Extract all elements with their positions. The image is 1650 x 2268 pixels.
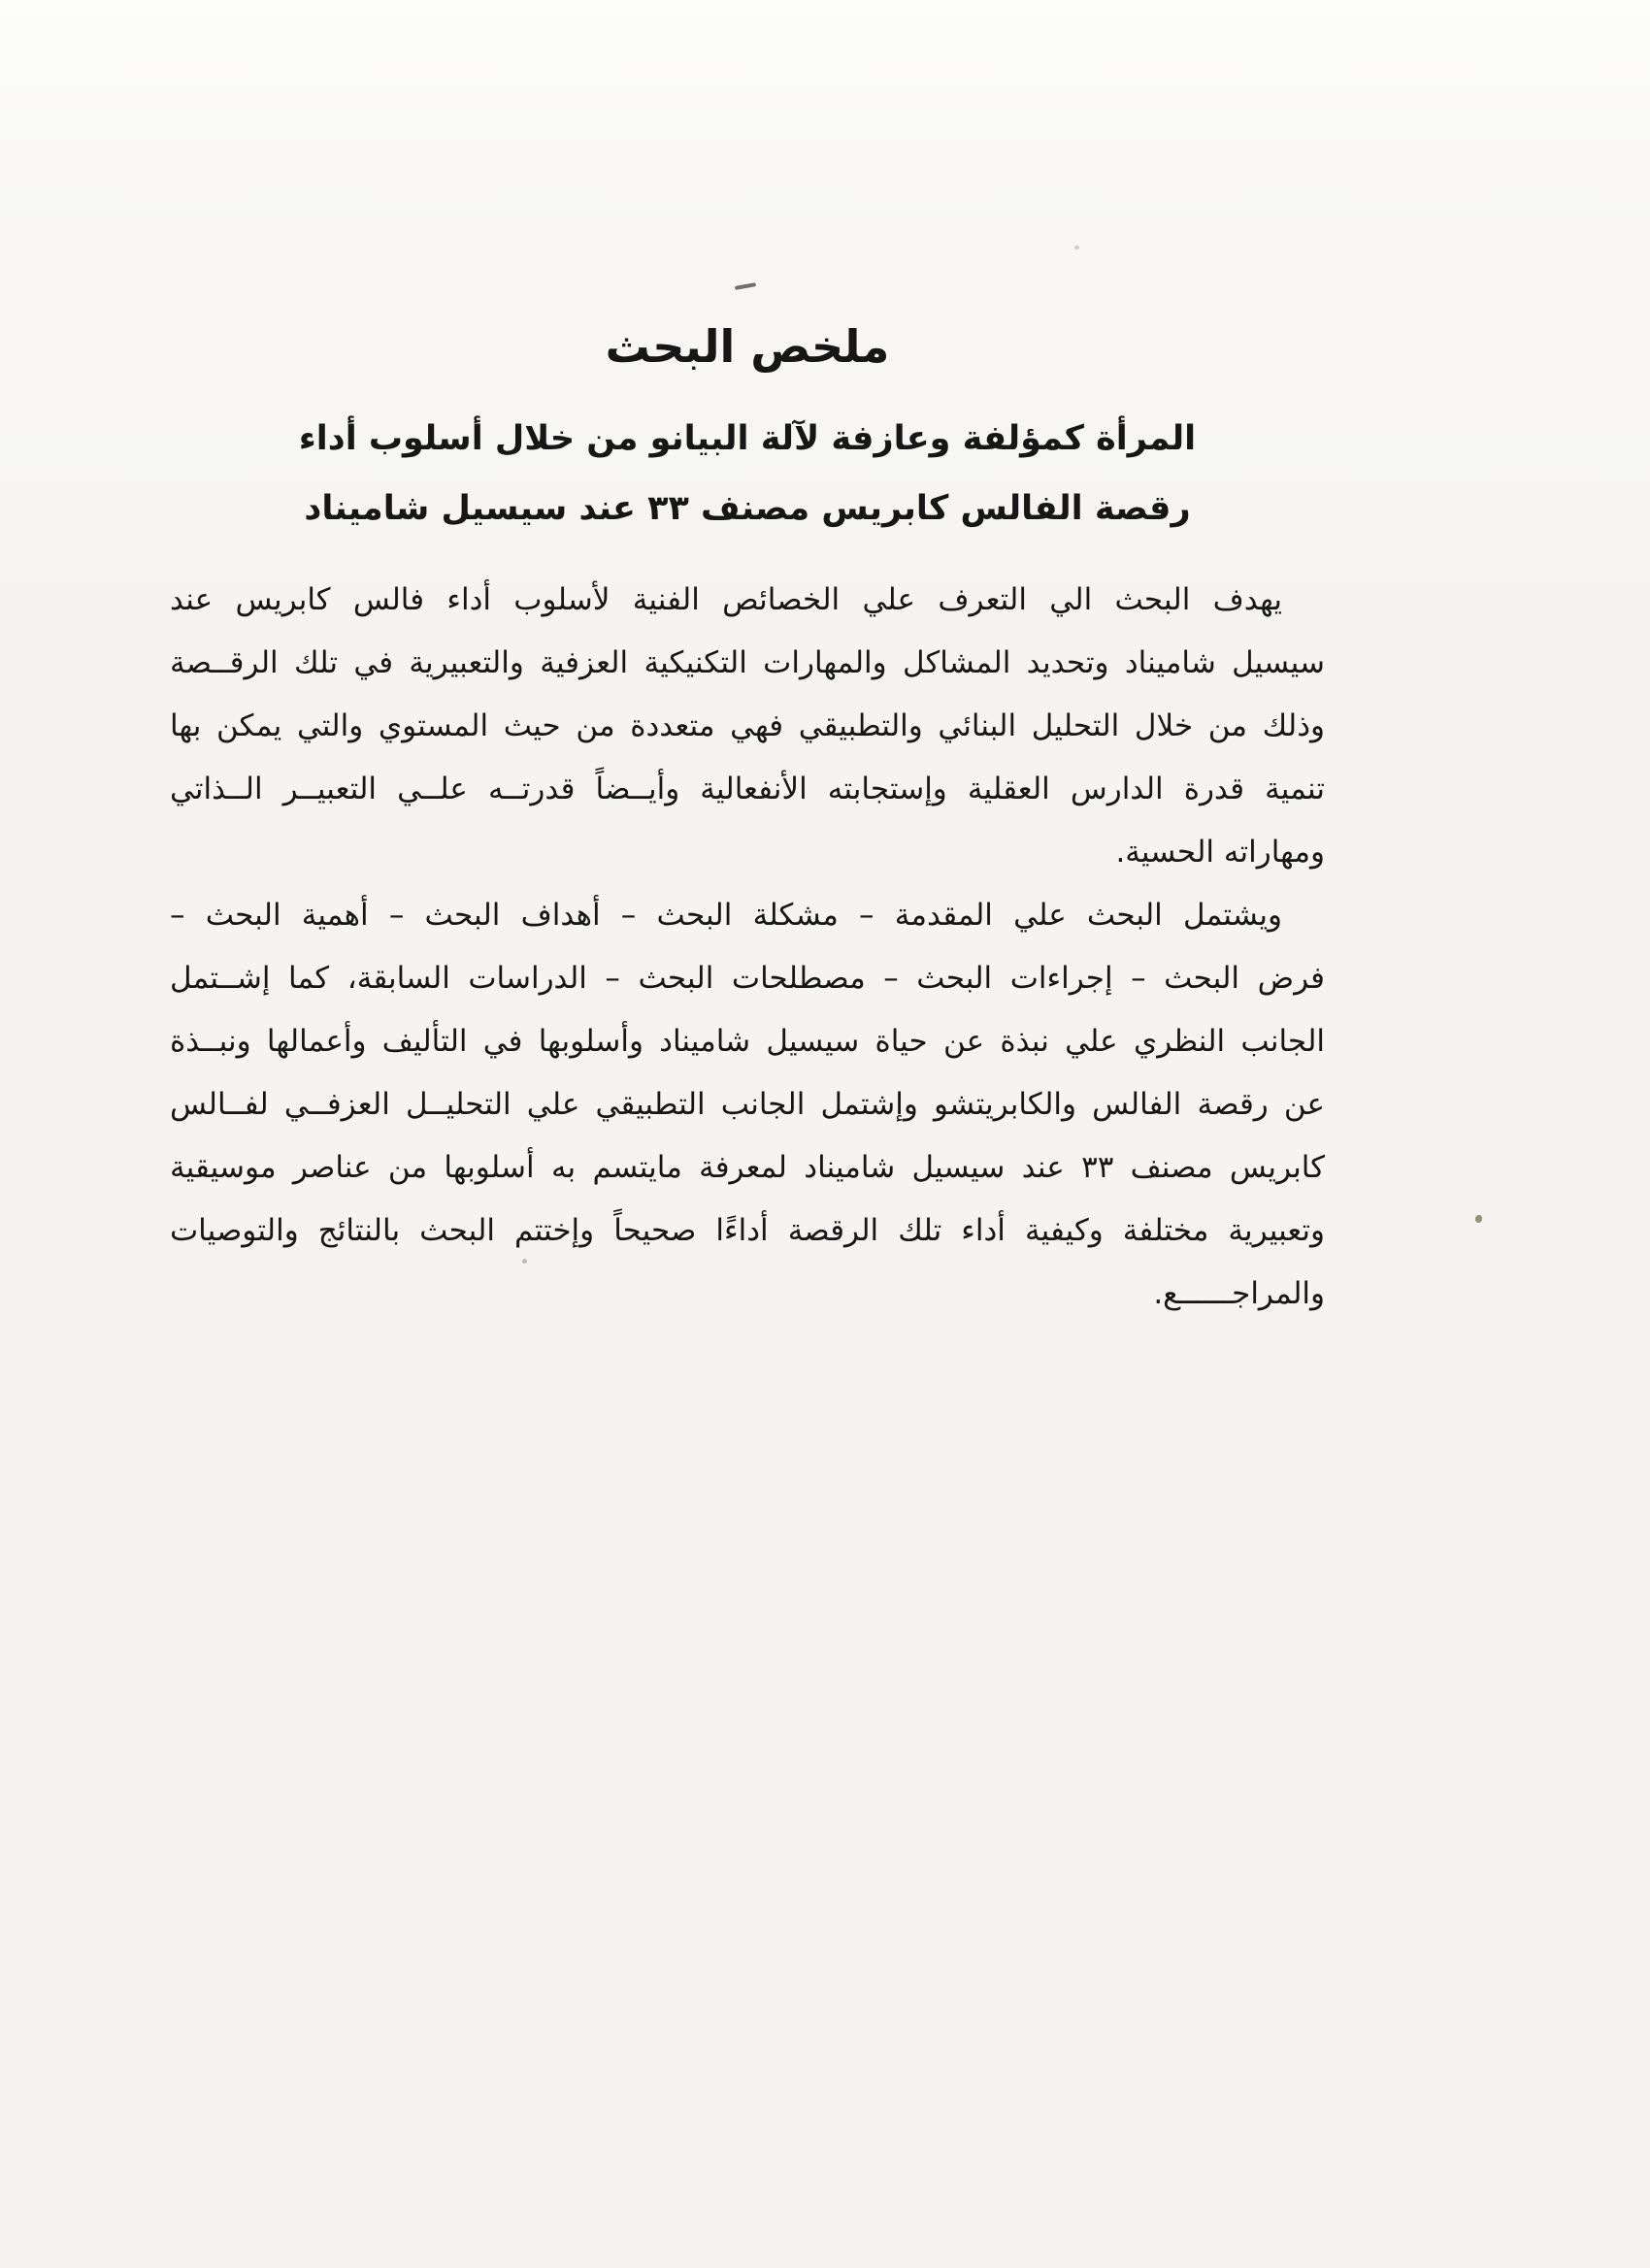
research-title xyxy=(170,404,1325,543)
paragraph-line: الجانب النظري علي نبذة عن حياة سيسيل شاميناد وأسلوبها في التأليف وأعمالها ونبــذة xyxy=(170,1024,1325,1059)
paragraph-line: فرض البحث – إجراءات البحث – مصطلحات البحث – الدراسات السابقة، كما إشــتمل xyxy=(170,961,1325,996)
paragraph-line: عن رقصة الفالس والكابريتشو وإشتمل الجانب التطبيقي علي التحليــل العزفــي لفــالس xyxy=(170,1087,1325,1122)
paragraph-line: سيسيل شاميناد وتحديد المشاكل والمهارات التكنيكية العزفية والتعبيرية في تلك الرقــصة xyxy=(170,645,1325,680)
research-title-line-1: المرأة كمؤلفة وعازفة لآلة البيانو من خلال أسلوب أداء xyxy=(298,419,1197,458)
paragraph-1 xyxy=(170,569,1325,884)
paragraph-2 xyxy=(170,884,1325,1326)
page-title: ملخص البحث xyxy=(605,320,890,373)
paragraph-line: يهدف البحث الي التعرف علي الخصائص الفنية لأسلوب أداء فالس كابريس عند xyxy=(170,582,1282,617)
paragraph-line: وتعبيرية مختلفة وكيفية أداء تلك الرقصة أداءًا صحيحاً وإختتم البحث بالنتائج والتوصيات xyxy=(170,1213,1325,1248)
scan-artifact-speck xyxy=(1475,1215,1482,1223)
paragraph-line: والمراجــــــع. xyxy=(1153,1276,1325,1311)
abstract-content xyxy=(170,318,1325,1326)
paragraph-line: وذلك من خلال التحليل البنائي والتطبيقي فهي متعددة من حيث المستوي والتي يمكن بها xyxy=(170,708,1325,743)
paragraph-line: ومهاراته الحسية. xyxy=(1115,835,1325,870)
paragraph-line: ويشتمل البحث علي المقدمة – مشكلة البحث – أهداف البحث – أهمية البحث – xyxy=(170,898,1282,933)
paragraph-line: تنمية قدرة الدارس العقلية وإستجابته الأنفعالية وأيــضاً قدرتــه علــي التعبيــر الــذاتي xyxy=(170,772,1325,806)
paragraph-line: كابريس مصنف ٣٣ عند سيسيل شاميناد لمعرفة مايتسم به أسلوبها من عناصر موسيقية xyxy=(170,1150,1325,1185)
abstract-body xyxy=(170,569,1325,1326)
scan-artifact-dash xyxy=(735,282,756,290)
scan-artifact-speck xyxy=(1074,246,1079,249)
research-title-line-2: رقصة الفالس كابريس مصنف ٣٣ عند سيسيل شاميناد xyxy=(304,489,1191,528)
